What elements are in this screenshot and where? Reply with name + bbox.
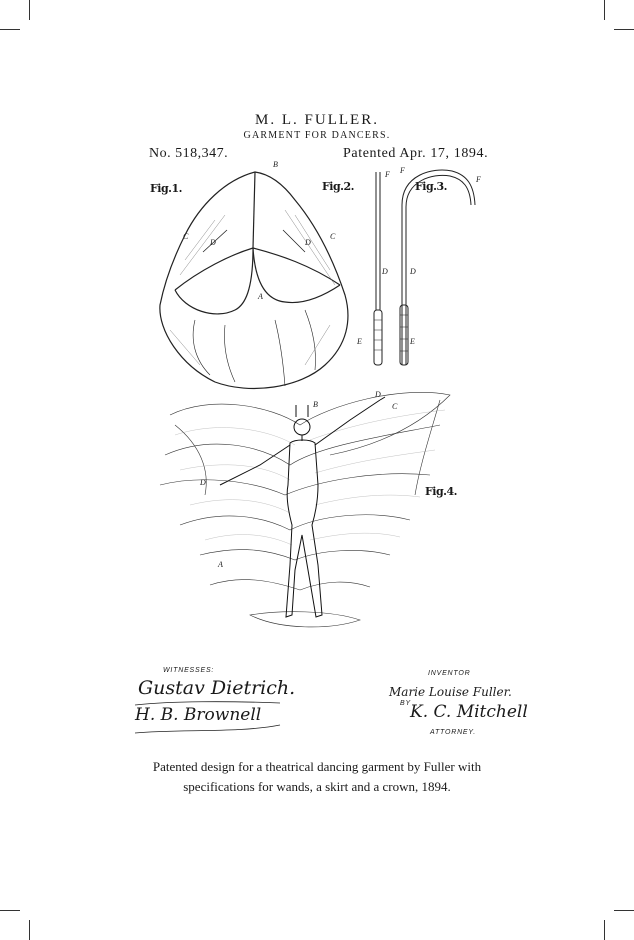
fig1-part-c-right: C xyxy=(330,232,336,241)
patent-inventor-header: M. L. FULLER. xyxy=(255,112,379,128)
figure-caption xyxy=(0,757,634,797)
fig3-part-f-right: F xyxy=(476,175,481,184)
fig4-part-d-left: D xyxy=(200,478,206,487)
fig3-part-d: D xyxy=(410,267,416,276)
fig1-garment-drawing xyxy=(155,160,355,395)
witness-2-signature: H. B. Brownell xyxy=(135,705,262,725)
crop-mark-top-right-h xyxy=(614,29,634,30)
fig4-part-c: C xyxy=(392,402,398,411)
fig1-part-d-right: D xyxy=(305,238,311,247)
fig1-part-c-left: C xyxy=(183,232,189,241)
fig4-label: Fig.4. xyxy=(425,485,457,498)
fig4-part-a: A xyxy=(218,560,223,569)
fig1-part-d-left: D xyxy=(210,238,216,247)
fig1-label: Fig.1. xyxy=(150,182,182,195)
attorney-signature: K. C. Mitchell xyxy=(410,702,528,722)
by-label: BY xyxy=(400,700,411,707)
inventor-label: INVENTOR xyxy=(428,670,471,677)
witness-1-signature: Gustav Dietrich. xyxy=(138,677,296,699)
patent-date: Patented Apr. 17, 1894. xyxy=(343,146,489,161)
crop-mark-bottom-left-h xyxy=(0,910,20,911)
crop-mark-top-right-v xyxy=(604,0,605,20)
crop-mark-bottom-right-h xyxy=(614,910,634,911)
fig4-dancer-drawing xyxy=(150,375,470,645)
crop-mark-bottom-left-v xyxy=(29,920,30,940)
fig2-part-d: D xyxy=(382,267,388,276)
patent-number: No. 518,347. xyxy=(149,146,229,161)
caption-line-1: Patented design for a theatrical dancing garment by Fuller with xyxy=(152,759,482,774)
attorney-label: ATTORNEY. xyxy=(430,729,476,736)
fig3-part-e: E xyxy=(410,337,415,346)
crop-mark-bottom-right-v xyxy=(604,920,605,940)
fig3-part-f-left: F xyxy=(400,166,405,175)
witnesses-label: WITNESSES: xyxy=(163,667,215,674)
fig1-part-a: A xyxy=(258,292,263,301)
fig2-part-e: E xyxy=(357,337,362,346)
witness-signature-flourish xyxy=(130,695,290,740)
fig4-part-b: B xyxy=(313,400,318,409)
fig1-part-b: B xyxy=(273,160,278,169)
fig3-curved-wand-drawing xyxy=(392,165,482,370)
fig4-part-d-upper: D xyxy=(375,390,381,399)
crop-mark-top-left-h xyxy=(0,29,20,30)
fig2-part-f: F xyxy=(385,170,390,179)
crop-mark-top-left-v xyxy=(29,0,30,20)
fig3-label: Fig.3. xyxy=(415,180,447,193)
patent-title: GARMENT FOR DANCERS. xyxy=(243,130,391,141)
fig2-label: Fig.2. xyxy=(322,180,354,193)
inventor-signature: Marie Louise Fuller. xyxy=(389,685,512,699)
caption-line-2: specifications for wands, a skirt and a crown, 1894. xyxy=(183,779,451,794)
